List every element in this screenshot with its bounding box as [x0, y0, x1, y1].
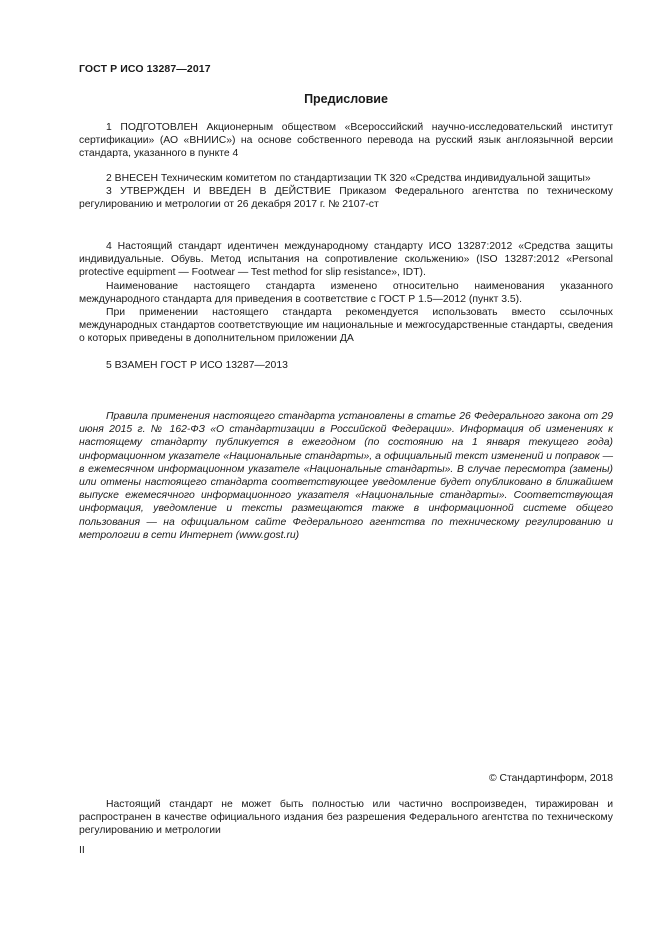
- section-1: [79, 121, 613, 161]
- application-rules-notice: [79, 410, 613, 542]
- page-number: II: [79, 845, 85, 856]
- section-4-references-text: При применении настоящего стандарта рекомендуется использовать вместо ссылочных международных стандартов соответствующие им национальные и межгосударственные стандарты, сведения о которых приведены в дополнительном приложении ДА: [79, 307, 613, 345]
- section-5-text: 5 ВЗАМЕН ГОСТ Р ИСО 13287—2013: [106, 360, 288, 371]
- copyright-line: © Стандартинформ, 2018: [488, 773, 613, 784]
- section-2-3: [79, 172, 613, 212]
- section-3-text: 3 УТВЕРЖДЕН И ВВЕДЕН В ДЕЙСТВИЕ Приказом Федерального агентства по техническому регулированию и метрологии от 26 декабря 2017 г. № 2107-ст: [79, 186, 613, 211]
- reproduction-notice-text: Настоящий стандарт не может быть полностью или частично воспроизведен, тиражирован и распространен в качестве официального издания без разрешения Федерального агентства по техническому регулированию и метрологии: [79, 799, 613, 837]
- standard-header: ГОСТ Р ИСО 13287—2017: [79, 63, 211, 75]
- page-title: Предисловие: [304, 92, 388, 106]
- application-rules-text: Правила применения настоящего стандарта установлены в статье 26 Федерального закона от 29 июня 2015 г. № 162-ФЗ «О стандартизации в Российской Федерации». Информация об изменениях к настоящему стандарту публикуется в ежегодном (по состоянию на 1 января текущего года) информационном указателе «Национальные стандарты», а официальный текст изменений и поправок — в ежемесячном информационном указателе «Национальные стандарты». В случае пересмотра (замены) или отмены настоящего стандарта соответствующее уведомление будет опубликовано в ближайшем выпуске ежемесячного информационного указателя «Национальные стандарты». Соответствующая информация, уведомление и тексты размещаются также в информационной системе общего пользования — на официальном сайте Федерального агентства по техническому регулированию и метрологии в сети Интернет (www.gost.ru): [79, 411, 613, 541]
- reproduction-notice: [79, 798, 613, 838]
- section-4-text: 4 Настоящий стандарт идентичен международному стандарту ИСО 13287:2012 «Средства защиты индивидуальные. Обувь. Метод испытания на сопротивление скольжению» (ISO 13287:2012 «Personal protective equipment — Footwear — Test method for slip resistance», IDT).: [79, 241, 613, 279]
- section-1-text: 1 ПОДГОТОВЛЕН Акционерным обществом «Всероссийский научно-исследовательский институт сертификации» (АО «ВНИИС») на основе собственного перевода на русский язык англоязычной версии стандарта, указанного в пункте 4: [79, 122, 613, 160]
- section-5: [79, 359, 613, 372]
- section-2-text: 2 ВНЕСЕН Техническим комитетом по стандартизации ТК 320 «Средства индивидуальной защиты»: [106, 173, 591, 184]
- section-4: [79, 240, 613, 346]
- section-4-rename-text: Наименование настоящего стандарта изменено относительно наименования указанного международного стандарта для приведения в соответствие с ГОСТ Р 1.5—2012 (пункт 3.5).: [79, 280, 613, 305]
